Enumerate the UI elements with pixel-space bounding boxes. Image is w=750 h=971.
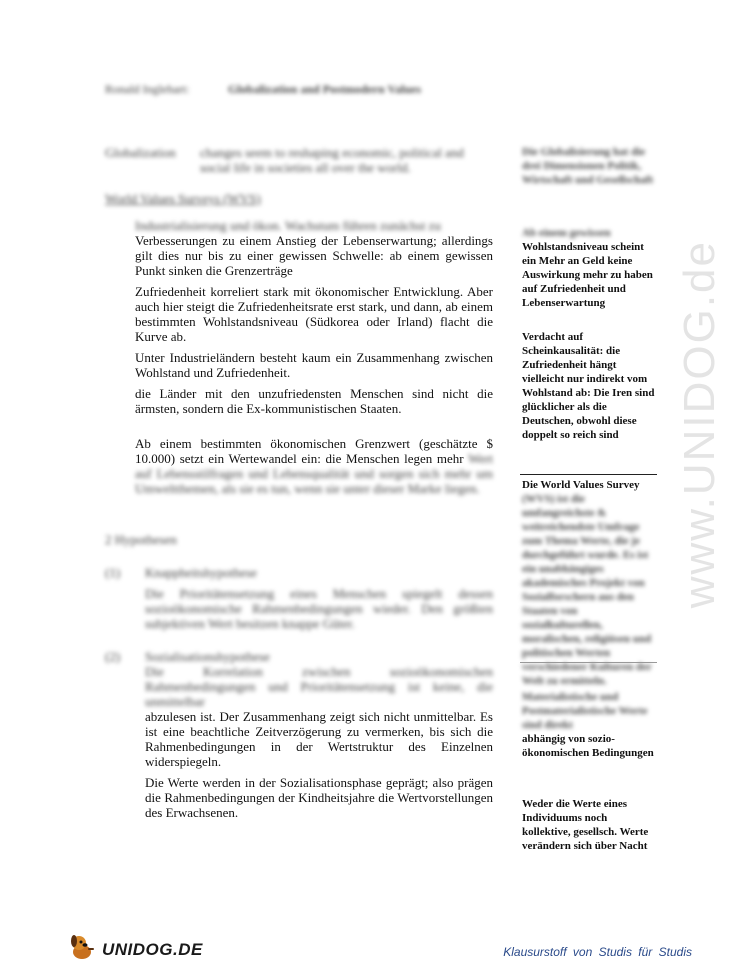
- main-column: [105, 145, 493, 820]
- logo-text: UNIDOG.DE: [102, 939, 203, 959]
- paragraph-3: Unter Industrieländern besteht kaum ein Zusammenhang zwischen Wohlstand und Zufriedenheit.: [135, 350, 493, 380]
- paragraph-2: Zufriedenheit korreliert stark mit ökonomischer Entwicklung. Aber auch hier steigt die Zufriedenheitsrate erst stark, und dann, ab einem bestimmten Wohlstandsniveau (Südkorea oder Irland) flacht die Kurve ab.: [135, 284, 493, 344]
- globalization-def: changes seem to reshaping economic, political and social life in societies all over the world.: [200, 145, 464, 175]
- watermark: www.UNIDOG.de: [675, 240, 724, 609]
- document-header: [105, 82, 421, 97]
- hypothesis-2: [105, 649, 493, 820]
- paragraph-5-text: Ab einem bestimmten ökonomischen Grenzwert (geschätzte $ 10.000) setzt ein Wertewandel ein: die Menschen legen mehr: [135, 436, 493, 466]
- side-divider: [520, 474, 657, 475]
- side-note-4-text: Die World Values Survey: [522, 479, 640, 491]
- dog-mascot-icon: [68, 932, 98, 967]
- hypotheses-heading: 2 Hypothesen: [105, 532, 177, 547]
- hypothesis-1-title: Knappheitshypothese: [145, 565, 257, 580]
- side-note-3-text: Verdacht auf Scheinkausalität: die Zufriedenheit hängt vielleicht nur indirekt vom Wohlstand ab: Die Iren sind glücklicher als die Deutschen, obwohl diese doppelt so reich sind: [522, 331, 655, 441]
- side-note-3: [522, 330, 657, 442]
- hypothesis-1: [105, 565, 493, 631]
- side-note-5-text: abhängig von sozio-ökonomischen Bedingungen: [522, 733, 654, 759]
- paragraph-1-text: Verbesserungen zu einem Anstieg der Lebenserwartung; allerdings gilt dies nur bis zu einer gewissen Schwelle: ab einem gewissen Punkt sinken die Grenzerträge: [135, 233, 493, 278]
- document-title: Globalization and Postmodern Values: [228, 82, 422, 96]
- paragraph-1-blurred: Industrialisierung und ökon. Wachstum führen zunächst zu: [135, 218, 441, 233]
- globalization-definition: [105, 145, 493, 175]
- side-note-5: [522, 690, 657, 760]
- side-note-1-text: Die Globalisierung hat die drei Dimensionen Politik, Wirtschaft und Gesellschaft: [522, 146, 654, 186]
- globalization-term: Globalization: [105, 145, 176, 160]
- paragraph-5-blurred: Wert auf Lebensstilfragen und Lebensqualität und sorgen sich mehr um Umweltthemen, als sie es tun, wenn sie unter dieser Marke liegen.: [135, 451, 494, 496]
- side-note-2-text: Wohlstandsniveau scheint ein Mehr an Geld keine Auswirkung mehr zu haben auf Zufriedenheit und Lebenserwartung: [522, 241, 653, 309]
- side-note-4: [522, 478, 657, 688]
- side-note-5-blurred: Materialistische und Postmaterialistische Werte sind direkt: [522, 691, 648, 731]
- hypothesis-2-title: Sozialisationshypothese: [145, 649, 270, 664]
- hypothesis-1-number: (1): [105, 565, 121, 580]
- wvs-heading: World Values Surveys (WVS): [105, 191, 261, 206]
- paragraph-5: [135, 436, 493, 496]
- side-note-6-text: Weder die Werte eines Individuums noch kollektive, gesellsch. Werte verändern sich über Nacht: [522, 798, 649, 852]
- hypothesis-2-number: (2): [105, 649, 121, 664]
- hypothesis-2-blurred: Die Korrelation zwischen sozioökonomischen Rahmenbedingungen und Prioritätensetzung ist keine, die unmittelbar: [145, 664, 493, 709]
- footer-tagline: Klausurstoff von Studis für Studis: [503, 945, 692, 959]
- hypothesis-2-paragraph-2: Die Werte werden in der Sozialisationsphase geprägt; also prägen die Rahmenbedingungen der Kindheitsjahre die Wertvorstellungen des Erwachsenen.: [145, 775, 493, 820]
- unidog-logo[interactable]: [68, 932, 203, 967]
- side-divider-2: [520, 662, 657, 663]
- side-note-1: [522, 145, 657, 187]
- author-name: Ronald Inglehart:: [105, 82, 190, 96]
- side-note-4-blurred: (WVS) ist die umfangreichste & weitreichendste Umfrage zum Thema Werte, die je durchgeführt wurde. Es ist ein unabhängiges akademisches Projekt von Sozialforschern aus den Staaten von sozialkulturellen, moralischen, religiösen und politischen Werten verschiedener Kulturen der Welt zu ermitteln.: [522, 493, 652, 687]
- side-note-6: [522, 797, 657, 853]
- paragraph-1: [135, 218, 493, 278]
- side-note-2-blurred: Ab einem gewissen: [522, 227, 611, 239]
- side-note-2: [522, 226, 657, 310]
- paragraph-4: die Länder mit den unzufriedensten Menschen sind nicht die ärmsten, sondern die Ex-kommunistischen Staaten.: [135, 386, 493, 416]
- hypothesis-2-text: abzulesen ist. Der Zusammenhang zeigt sich nicht unmittelbar. Es ist eine beachtliche Zeitverzögerung zu vermerken, bis sich die Rahmenbedingungen in der Wertstruktur des Einzelnen widerspiegeln.: [145, 709, 493, 769]
- hypothesis-1-text: Die Prioritätensetzung eines Menschen spiegelt dessen sozioökonomische Rahmenbedingungen wieder. Den größten subjektiven Wert besitzen knappe Güter.: [145, 586, 493, 631]
- wvs-body: [135, 218, 493, 496]
